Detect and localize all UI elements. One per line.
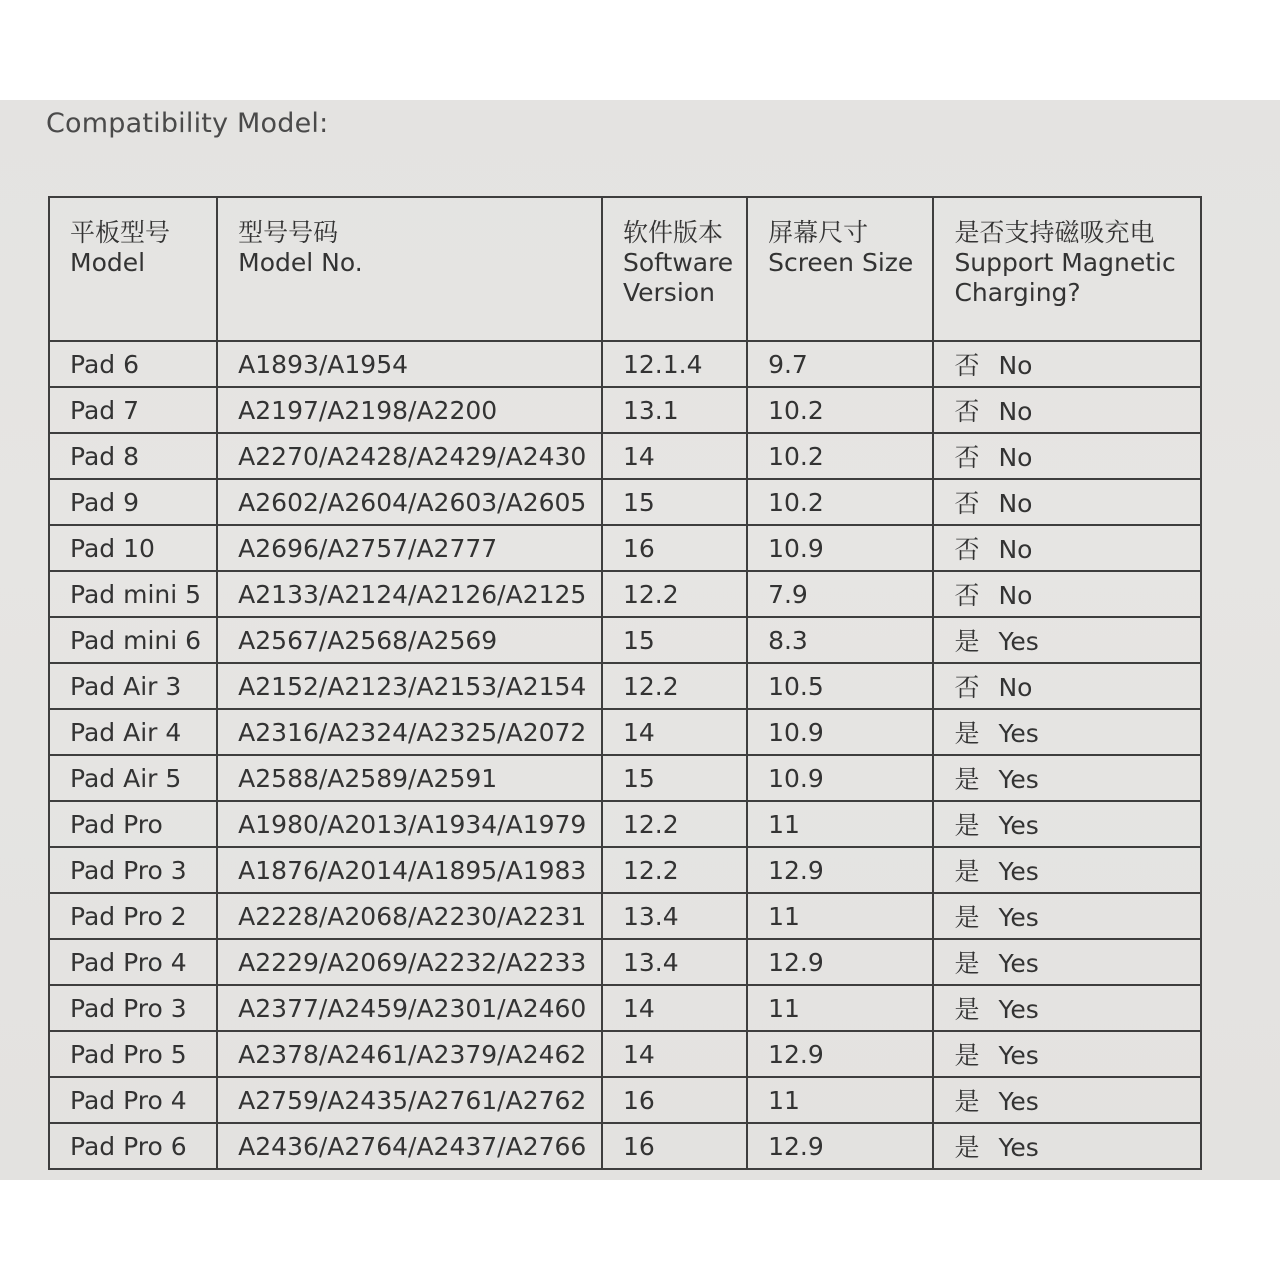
- cell-screen-size: 9.7: [747, 341, 933, 387]
- cell-model-no: A2759/A2435/A2761/A2762: [217, 1077, 602, 1123]
- magnetic-en: No: [998, 397, 1033, 426]
- magnetic-en: No: [998, 581, 1033, 610]
- cell-model: Pad 6: [49, 341, 217, 387]
- cell-model-no: A1876/A2014/A1895/A1983: [217, 847, 602, 893]
- magnetic-en: Yes: [998, 765, 1039, 794]
- compatibility-heading: Compatibility Model:: [46, 108, 329, 139]
- cell-software: 13.1: [602, 387, 747, 433]
- cell-software: 16: [602, 1077, 747, 1123]
- magnetic-en: Yes: [998, 811, 1039, 840]
- header-model-no-en: Model No.: [238, 248, 363, 277]
- table-row: [49, 663, 1201, 709]
- cell-model: Pad Pro 2: [49, 893, 217, 939]
- cell-screen-size: 11: [747, 801, 933, 847]
- magnetic-cn: 是: [954, 949, 980, 978]
- table-row: [49, 1031, 1201, 1077]
- cell-magnetic: [933, 433, 1201, 479]
- cell-model: Pad Pro: [49, 801, 217, 847]
- table-row: [49, 525, 1201, 571]
- cell-software: 12.2: [602, 801, 747, 847]
- magnetic-cn: 否: [954, 351, 980, 380]
- magnetic-cn: 是: [954, 1133, 980, 1162]
- magnetic-en: No: [998, 351, 1033, 380]
- table-row: [49, 341, 1201, 387]
- cell-magnetic: [933, 1123, 1201, 1169]
- cell-model: Pad Pro 5: [49, 1031, 217, 1077]
- table-body: [49, 341, 1201, 1169]
- cell-software: 15: [602, 617, 747, 663]
- cell-software: 12.2: [602, 571, 747, 617]
- cell-screen-size: 12.9: [747, 1031, 933, 1077]
- cell-screen-size: 12.9: [747, 939, 933, 985]
- magnetic-cn: 是: [954, 1041, 980, 1070]
- cell-software: 14: [602, 709, 747, 755]
- magnetic-en: Yes: [998, 1041, 1039, 1070]
- magnetic-cn: 是: [954, 857, 980, 886]
- header-software-en: Software Version: [622, 248, 734, 307]
- cell-model-no: A2270/A2428/A2429/A2430: [217, 433, 602, 479]
- cell-magnetic: [933, 939, 1201, 985]
- table-row: [49, 801, 1201, 847]
- table-row: [49, 847, 1201, 893]
- table-row: [49, 571, 1201, 617]
- cell-model: Pad mini 5: [49, 571, 217, 617]
- cell-model-no: A2588/A2589/A2591: [217, 755, 602, 801]
- cell-model-no: A2696/A2757/A2777: [217, 525, 602, 571]
- magnetic-en: Yes: [998, 1087, 1039, 1116]
- cell-model-no: A1980/A2013/A1934/A1979: [217, 801, 602, 847]
- magnetic-en: Yes: [998, 903, 1039, 932]
- cell-software: 13.4: [602, 893, 747, 939]
- magnetic-en: Yes: [998, 949, 1039, 978]
- header-model-en: Model: [70, 248, 146, 277]
- table-row: [49, 939, 1201, 985]
- cell-software: 15: [602, 479, 747, 525]
- cell-software: 13.4: [602, 939, 747, 985]
- cell-model-no: A1893/A1954: [217, 341, 602, 387]
- cell-software: 15: [602, 755, 747, 801]
- cell-model-no: A2436/A2764/A2437/A2766: [217, 1123, 602, 1169]
- cell-software: 14: [602, 985, 747, 1031]
- cell-model: Pad Pro 4: [49, 1077, 217, 1123]
- magnetic-cn: 否: [954, 673, 980, 702]
- header-software: [602, 197, 747, 341]
- cell-magnetic: [933, 663, 1201, 709]
- magnetic-cn: 否: [954, 489, 980, 518]
- table-row: [49, 709, 1201, 755]
- table-row: [49, 1077, 1201, 1123]
- header-model-no: [217, 197, 602, 341]
- cell-screen-size: 10.9: [747, 525, 933, 571]
- cell-magnetic: [933, 709, 1201, 755]
- cell-model-no: A2133/A2124/A2126/A2125: [217, 571, 602, 617]
- cell-magnetic: [933, 525, 1201, 571]
- magnetic-en: Yes: [998, 627, 1039, 656]
- header-screen-size: [747, 197, 933, 341]
- cell-model: Pad Air 5: [49, 755, 217, 801]
- header-model-cn: 平板型号: [70, 218, 171, 247]
- cell-magnetic: [933, 985, 1201, 1031]
- magnetic-cn: 否: [954, 581, 980, 610]
- cell-screen-size: 7.9: [747, 571, 933, 617]
- cell-model: Pad 10: [49, 525, 217, 571]
- magnetic-cn: 是: [954, 765, 980, 794]
- table-row: [49, 479, 1201, 525]
- cell-screen-size: 11: [747, 985, 933, 1031]
- cell-screen-size: 8.3: [747, 617, 933, 663]
- cell-model: Pad 9: [49, 479, 217, 525]
- table-row: [49, 755, 1201, 801]
- cell-screen-size: 10.2: [747, 433, 933, 479]
- magnetic-en: No: [998, 673, 1033, 702]
- table-row: [49, 433, 1201, 479]
- magnetic-cn: 是: [954, 719, 980, 748]
- header-row: [49, 197, 1201, 341]
- header-screen-size-cn: 屏幕尺寸: [768, 218, 869, 247]
- cell-screen-size: 12.9: [747, 1123, 933, 1169]
- cell-screen-size: 10.2: [747, 387, 933, 433]
- cell-screen-size: 12.9: [747, 847, 933, 893]
- cell-model: Pad 7: [49, 387, 217, 433]
- cell-screen-size: 11: [747, 893, 933, 939]
- cell-model: Pad Pro 3: [49, 847, 217, 893]
- magnetic-cn: 是: [954, 903, 980, 932]
- cell-model: Pad 8: [49, 433, 217, 479]
- cell-magnetic: [933, 847, 1201, 893]
- table-row: [49, 985, 1201, 1031]
- magnetic-cn: 是: [954, 1087, 980, 1116]
- magnetic-en: No: [998, 489, 1033, 518]
- magnetic-en: Yes: [998, 857, 1039, 886]
- cell-model: Pad Pro 6: [49, 1123, 217, 1169]
- cell-software: 12.1.4: [602, 341, 747, 387]
- cell-software: 14: [602, 1031, 747, 1077]
- cell-magnetic: [933, 893, 1201, 939]
- magnetic-en: Yes: [998, 995, 1039, 1024]
- cell-magnetic: [933, 1031, 1201, 1077]
- table-row: [49, 893, 1201, 939]
- cell-model-no: A2229/A2069/A2232/A2233: [217, 939, 602, 985]
- cell-screen-size: 10.9: [747, 709, 933, 755]
- cell-magnetic: [933, 387, 1201, 433]
- cell-screen-size: 10.2: [747, 479, 933, 525]
- magnetic-cn: 否: [954, 397, 980, 426]
- cell-model: Pad Air 3: [49, 663, 217, 709]
- cell-model-no: A2602/A2604/A2603/A2605: [217, 479, 602, 525]
- magnetic-en: No: [998, 535, 1033, 564]
- header-magnetic: [933, 197, 1201, 341]
- table-row: [49, 617, 1201, 663]
- cell-model: Pad mini 6: [49, 617, 217, 663]
- cell-software: 12.2: [602, 847, 747, 893]
- cell-software: 16: [602, 525, 747, 571]
- magnetic-cn: 是: [954, 995, 980, 1024]
- header-magnetic-cn: 是否支持磁吸充电: [954, 218, 1155, 247]
- magnetic-en: No: [998, 443, 1033, 472]
- magnetic-en: Yes: [998, 719, 1039, 748]
- header-screen-size-en: Screen Size: [768, 248, 914, 277]
- cell-magnetic: [933, 341, 1201, 387]
- cell-screen-size: 10.9: [747, 755, 933, 801]
- cell-software: 16: [602, 1123, 747, 1169]
- cell-model-no: A2197/A2198/A2200: [217, 387, 602, 433]
- cell-screen-size: 11: [747, 1077, 933, 1123]
- cell-model-no: A2378/A2461/A2379/A2462: [217, 1031, 602, 1077]
- cell-model-no: A2152/A2123/A2153/A2154: [217, 663, 602, 709]
- cell-magnetic: [933, 617, 1201, 663]
- magnetic-en: Yes: [998, 1133, 1039, 1162]
- magnetic-cn: 否: [954, 443, 980, 472]
- cell-model-no: A2228/A2068/A2230/A2231: [217, 893, 602, 939]
- header-model: [49, 197, 217, 341]
- table-row: [49, 387, 1201, 433]
- cell-software: 12.2: [602, 663, 747, 709]
- cell-software: 14: [602, 433, 747, 479]
- magnetic-cn: 否: [954, 535, 980, 564]
- table-row: [49, 1123, 1201, 1169]
- cell-screen-size: 10.5: [747, 663, 933, 709]
- cell-magnetic: [933, 571, 1201, 617]
- cell-model-no: A2316/A2324/A2325/A2072: [217, 709, 602, 755]
- magnetic-cn: 是: [954, 811, 980, 840]
- header-model-no-cn: 型号号码: [238, 218, 339, 247]
- cell-model-no: A2567/A2568/A2569: [217, 617, 602, 663]
- cell-model: Pad Pro 3: [49, 985, 217, 1031]
- magnetic-cn: 是: [954, 627, 980, 656]
- cell-magnetic: [933, 1077, 1201, 1123]
- cell-magnetic: [933, 479, 1201, 525]
- header-magnetic-en: Support Magnetic Charging?: [954, 248, 1176, 307]
- cell-magnetic: [933, 755, 1201, 801]
- cell-magnetic: [933, 801, 1201, 847]
- header-software-cn: 软件版本: [622, 218, 723, 247]
- cell-model: Pad Pro 4: [49, 939, 217, 985]
- cell-model: Pad Air 4: [49, 709, 217, 755]
- cell-model-no: A2377/A2459/A2301/A2460: [217, 985, 602, 1031]
- compatibility-table: [48, 196, 1202, 1170]
- table-header: [49, 197, 1201, 341]
